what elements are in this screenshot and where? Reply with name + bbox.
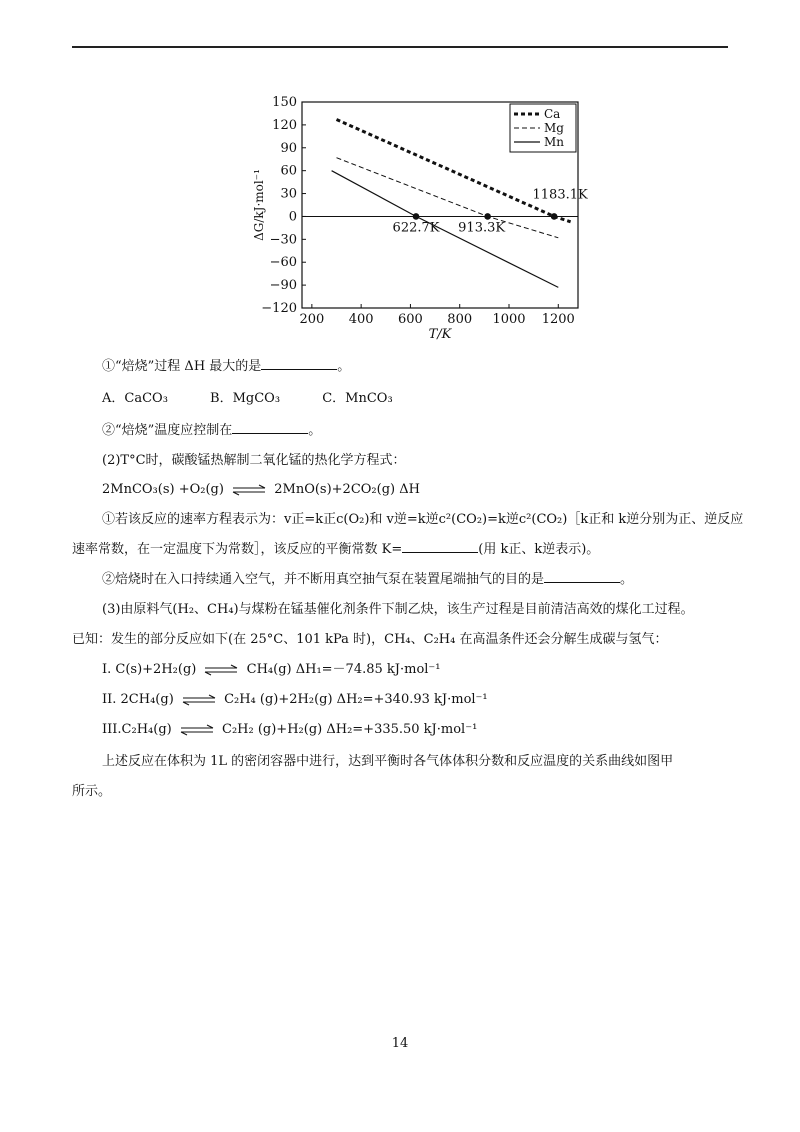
y-tick-label: 60: [280, 163, 297, 179]
equation-mnco3: [102, 480, 420, 500]
equilibrium-arrow-icon: [232, 484, 266, 496]
equilibrium-arrow-icon: [182, 694, 216, 706]
purpose-end: 。: [620, 572, 634, 587]
answer-blank-2[interactable]: [232, 421, 308, 434]
rate-line-2-text: 速率常数，在一定温度下为常数］，该反应的平衡常数 K=: [72, 542, 403, 557]
y-tick-label: −120: [261, 301, 297, 316]
question-2-text: ②“焙烧”温度应控制在: [102, 423, 233, 438]
x-axis-label: T/K: [428, 327, 452, 342]
series-line-mn: [332, 171, 559, 288]
y-axis-label: ΔG/kJ·mol⁻¹: [252, 169, 266, 241]
y-tick-label: −60: [269, 255, 297, 271]
rate-equation-line-1: ①若该反应的速率方程表示为：v正=k正c(O₂)和 v逆=k逆c²(CO₂)=k逆c²(CO₂)［k正和 k逆分别为正、逆反应: [102, 512, 744, 527]
intersection-point: [551, 213, 558, 220]
y-tick-label: 150: [272, 95, 297, 110]
x-tick-label: 800: [447, 312, 473, 327]
section-3-line-1: (3)由原料气(H₂、CH₄)与煤粉在锰基催化剂条件下制乙炔，该生产过程是目前清洁高效的煤化工过程。: [102, 602, 694, 617]
question-2-end: 。: [308, 423, 322, 438]
reaction-3: [102, 720, 477, 740]
equilibrium-arrow-icon: [204, 664, 238, 676]
point-label: 622.7K: [392, 220, 440, 236]
x-tick-label: 1000: [492, 312, 526, 327]
reaction-1-right: CH₄(g) ΔH₁=－74.85 kJ·mol⁻¹: [246, 662, 441, 677]
reaction-3-left: III.C₂H₄(g): [102, 722, 172, 737]
reaction-1-left: I. C(s)+2H₂(g): [102, 662, 197, 677]
y-tick-label: 120: [272, 117, 297, 133]
answer-blank-4[interactable]: [544, 570, 620, 583]
option-b: B．MgCO₃: [210, 391, 281, 406]
options-row: [102, 389, 431, 409]
reaction-1: [102, 660, 441, 680]
option-a: A．CaCO₃: [102, 391, 168, 406]
legend-box: [510, 104, 576, 152]
y-tick-label: 90: [280, 140, 297, 156]
option-c: C．MnCO₃: [322, 391, 393, 406]
legend-label-mg: Mg: [544, 121, 564, 135]
final-line-1: 上述反应在体积为 1L 的密闭容器中进行，达到平衡时各气体体积分数和反应温度的关系曲线如图甲: [102, 754, 674, 769]
answer-blank-3[interactable]: [402, 540, 478, 553]
y-tick-label: 30: [280, 186, 297, 202]
equation-left: 2MnCO₃(s) +O₂(g): [102, 482, 224, 497]
point-label: 1183.1K: [532, 187, 588, 203]
purpose-question: [102, 570, 633, 590]
delta-g-chart: [0, 0, 800, 350]
reaction-2-left: II. 2CH₄(g): [102, 692, 174, 707]
page-number: 14: [391, 1036, 409, 1051]
equilibrium-arrow-icon: [180, 724, 214, 736]
legend-label-ca: Ca: [544, 107, 561, 121]
question-1-end: 。: [337, 359, 351, 374]
intersection-point: [484, 213, 491, 220]
rate-line-2-end: (用 k正、k逆表示)。: [478, 542, 600, 557]
section-3-line-2: 已知：发生的部分反应如下(在 25°C、101 kPa 时)，CH₄、C₂H₄ 在高温条件还会分解生成碳与氢气：: [72, 632, 668, 647]
equation-right: 2MnO(s)+2CO₂(g) ΔH: [274, 482, 420, 497]
x-tick-label: 400: [348, 312, 374, 327]
y-tick-label: −30: [269, 232, 297, 248]
y-tick-label: −90: [269, 278, 297, 294]
reaction-2: [102, 690, 488, 710]
reaction-2-right: C₂H₄ (g)+2H₂(g) ΔH₂=+340.93 kJ·mol⁻¹: [224, 692, 488, 707]
x-tick-label: 200: [299, 312, 325, 327]
x-tick-label: 600: [398, 312, 423, 327]
question-2: [102, 421, 321, 441]
question-1: [102, 357, 350, 377]
point-label: 913.3K: [458, 220, 506, 236]
legend-label-mn: Mn: [544, 135, 565, 149]
answer-blank-1[interactable]: [261, 357, 337, 370]
final-line-2: 所示。: [72, 784, 112, 799]
rate-equation-line-2: [72, 540, 599, 560]
intersection-point: [413, 213, 420, 220]
question-1-text: ①“焙烧”过程 ΔH 最大的是: [102, 359, 262, 374]
purpose-text: ②焙烧时在入口持续通入空气，并不断用真空抽气泵在装置尾端抽气的目的是: [102, 572, 545, 587]
section-2-heading: (2)T°C时，碳酸锰热解制二氧化锰的热化学方程式：: [102, 453, 406, 468]
y-tick-label: 0: [288, 209, 297, 225]
reaction-3-right: C₂H₂ (g)+H₂(g) ΔH₂=+335.50 kJ·mol⁻¹: [222, 722, 478, 737]
x-tick-label: 1200: [541, 312, 575, 327]
